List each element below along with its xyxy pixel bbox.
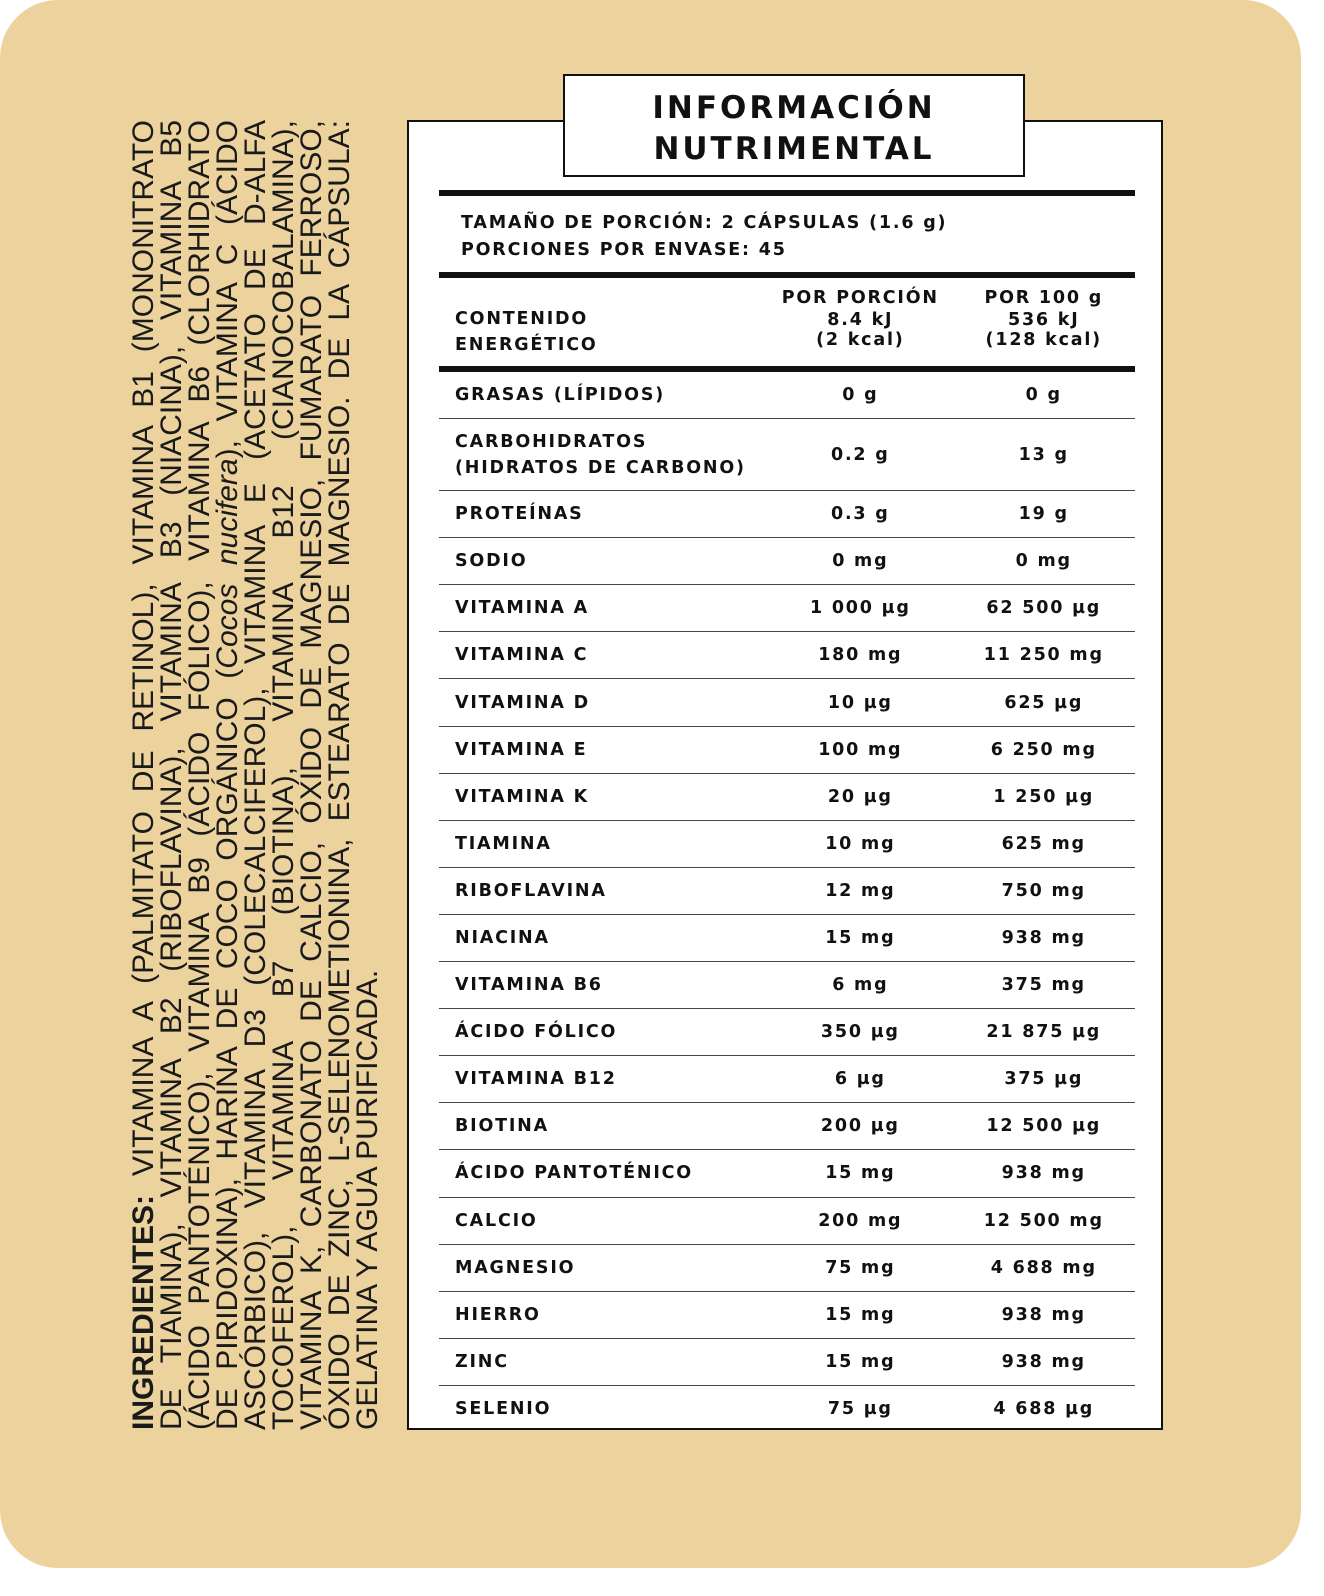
per-serving-value: 350 µg (820, 1022, 900, 1043)
nutrient-name: VITAMINA A (455, 598, 589, 619)
energy-kcal: (2 kcal) (816, 330, 905, 350)
nutrient-name: CARBOHIDRATOS (HIDRATOS DE CARBONO) (455, 431, 746, 478)
per-serving-value: 10 µg (827, 692, 893, 713)
nutrient-name: GRASAS (LÍPIDOS) (455, 385, 666, 406)
nutrient-name: TIAMINA (455, 833, 552, 854)
per-100g-value: 938 mg (1001, 1163, 1086, 1184)
nutrient-name: ZINC (455, 1351, 509, 1372)
nutrient-name: VITAMINA B12 (455, 1069, 617, 1090)
per-serving-value: 15 mg (825, 927, 896, 948)
table-row (439, 962, 1135, 1009)
table-row (439, 419, 1135, 491)
per-100g-value: 750 mg (1001, 880, 1086, 901)
table-row (439, 1245, 1135, 1292)
title-line: INFORMACIÓN (652, 90, 936, 126)
per-100g-value: 11 250 mg (983, 645, 1104, 666)
per-serving-value: 20 µg (827, 786, 893, 807)
energy-kj: 8.4 kJ (827, 310, 894, 330)
per-serving-value: 0.2 g (830, 444, 890, 465)
per-100g-value: 625 mg (1001, 833, 1086, 854)
nutrient-name: BIOTINA (455, 1116, 549, 1137)
ingredients-label: INGREDIENTES: (127, 1194, 160, 1430)
per-100g-value: 375 mg (1001, 975, 1086, 996)
nutrient-name: VITAMINA D (455, 692, 590, 713)
per-serving-value: 15 mg (825, 1163, 896, 1184)
per-serving-value: 12 mg (825, 880, 896, 901)
nutrient-name: ÁCIDO PANTOTÉNICO (455, 1163, 693, 1184)
per-serving-value: 1 000 µg (809, 598, 911, 619)
per-100g-value: 62 500 µg (986, 598, 1102, 619)
nutrient-name: CALCIO (455, 1210, 538, 1231)
per-serving-column (768, 278, 952, 366)
ingredients-line: VITAMINA K, CARBONATO DE CALCIO, ÓXIDO DE MAGNESIO, FUMARATO FERROSO, (295, 120, 328, 1430)
per-serving-value: 75 µg (827, 1399, 893, 1420)
table-row (439, 774, 1135, 821)
ingredients-line: VITAMINA A (PALMITATO DE RETINOL), VITAMINA B1 (MONONITRATO (127, 120, 160, 1195)
per-serving-value: 180 mg (818, 645, 903, 666)
table-row (439, 585, 1135, 632)
energy-label: CONTENIDO ENERGÉTICO (455, 309, 598, 355)
per-100g-value: 12 500 mg (983, 1210, 1104, 1231)
per-serving-value: 200 mg (818, 1210, 903, 1231)
per-100g-value: 0 mg (1015, 551, 1072, 572)
ingredients-line: DE PIRIDOXINA), HARINA DE COCO ORGÁNICO (Cocos nucifera), VITAMINA C (ÁCIDO (211, 119, 244, 1430)
ingredients-line: ÓXIDO DE ZINC, L-SELENOMETIONINA, ESTEARATO DE MAGNESIO. DE LA CÁPSULA: (323, 120, 356, 1430)
per-100g-value: 0 g (1025, 385, 1062, 406)
energy-kj: 536 kJ (1007, 310, 1080, 330)
per-serving-value: 6 µg (834, 1069, 886, 1090)
per-100g-value: 938 mg (1001, 927, 1086, 948)
table-row (439, 1103, 1135, 1150)
per-100g-column (953, 278, 1135, 366)
table-row (439, 1009, 1135, 1056)
per-serving-value: 0 g (842, 385, 879, 406)
ingredients-line: DE TIAMINA), VITAMINA B2 (RIBOFLAVINA), VITAMINA B3 (NIACINA), VITAMINA B5 (155, 120, 188, 1430)
per-100g-value: 375 µg (1004, 1069, 1084, 1090)
per-serving-value: 10 mg (825, 833, 896, 854)
ingredients-list (127, 119, 390, 1430)
per-serving-value: 100 mg (818, 739, 903, 760)
energy-kcal: (128 kcal) (985, 330, 1102, 350)
nutrient-name: VITAMINA E (455, 739, 588, 760)
title-line: NUTRIMENTAL (653, 131, 935, 167)
serving-size: TAMAÑO DE PORCIÓN: 2 CÁPSULAS (1.6 g) (461, 213, 948, 233)
per-serving-value: 15 mg (825, 1351, 896, 1372)
table-row (439, 679, 1135, 726)
table-row (439, 491, 1135, 538)
per-100g-value: 21 875 µg (986, 1022, 1102, 1043)
panel-title (563, 74, 1025, 177)
servings-per-container: PORCIONES POR ENVASE: 45 (461, 240, 787, 260)
ingredients-line: GELATINA Y AGUA PURIFICADA. (351, 969, 384, 1430)
per-100g-value: 938 mg (1001, 1304, 1086, 1325)
table-row (439, 538, 1135, 585)
per-serving-value: 0 mg (832, 551, 889, 572)
per-100g-value: 4 688 µg (993, 1399, 1095, 1420)
nutrient-name: ÁCIDO FÓLICO (455, 1022, 618, 1043)
ingredients-line: TOCOFEROL), VITAMINA B7 (BIOTINA), VITAMINA B12 (CIANOCOBALAMINA), (267, 120, 300, 1430)
table-row (439, 1150, 1135, 1197)
per-100g-value: 625 µg (1004, 692, 1084, 713)
ingredients-line: (ÁCIDO PANTOTÉNICO), VITAMINA B9 (ÁCIDO FÓLICO), VITAMINA B6 (CLORHIDRATO (183, 120, 216, 1430)
per-serving-value: 75 mg (825, 1257, 896, 1278)
ingredients-line: ASCÓRBICO), VITAMINA D3 (COLECALCIFEROL), VITAMINA E (ACETATO DE D-ALFA (239, 120, 272, 1430)
table-row (439, 632, 1135, 679)
per-100g-value: 6 250 mg (990, 739, 1097, 760)
table-row (439, 1386, 1135, 1433)
per-100g-value: 4 688 mg (990, 1257, 1097, 1278)
per-serving-header: POR PORCIÓN (781, 288, 939, 308)
per-100g-value: 12 500 µg (986, 1116, 1102, 1137)
nutrient-name: NIACINA (455, 927, 550, 948)
per-100g-value: 13 g (1018, 444, 1069, 465)
nutrient-name: MAGNESIO (455, 1257, 576, 1278)
nutrient-name: PROTEÍNAS (455, 504, 584, 525)
per-serving-value: 0.3 g (830, 504, 890, 525)
table-row (439, 1339, 1135, 1386)
nutrient-name: VITAMINA C (455, 645, 589, 666)
nutrient-table (439, 372, 1135, 1433)
energy-row (439, 278, 1135, 366)
table-row (439, 727, 1135, 774)
per-serving-value: 200 µg (820, 1116, 900, 1137)
nutrient-name: SELENIO (455, 1399, 552, 1420)
per-100g-value: 1 250 µg (993, 786, 1095, 807)
per-serving-value: 15 mg (825, 1304, 896, 1325)
table-row (439, 1056, 1135, 1103)
per-serving-value: 6 mg (832, 975, 889, 996)
nutrient-name: VITAMINA B6 (455, 975, 603, 996)
per-100g-value: 938 mg (1001, 1351, 1086, 1372)
table-row (439, 1198, 1135, 1245)
table-row (439, 1292, 1135, 1339)
nutrient-name: VITAMINA K (455, 786, 589, 807)
serving-info (439, 196, 1135, 272)
table-row (439, 821, 1135, 868)
nutrient-name: SODIO (455, 551, 528, 572)
per-100g-header: POR 100 g (984, 288, 1104, 308)
table-row (439, 372, 1135, 419)
nutrient-name: RIBOFLAVINA (455, 880, 607, 901)
table-row (439, 915, 1135, 962)
per-100g-value: 19 g (1018, 504, 1069, 525)
nutrient-name: HIERRO (455, 1304, 541, 1325)
nutrition-panel (407, 120, 1163, 1430)
table-row (439, 868, 1135, 915)
scientific-name: Cocos nucifera (211, 458, 244, 669)
